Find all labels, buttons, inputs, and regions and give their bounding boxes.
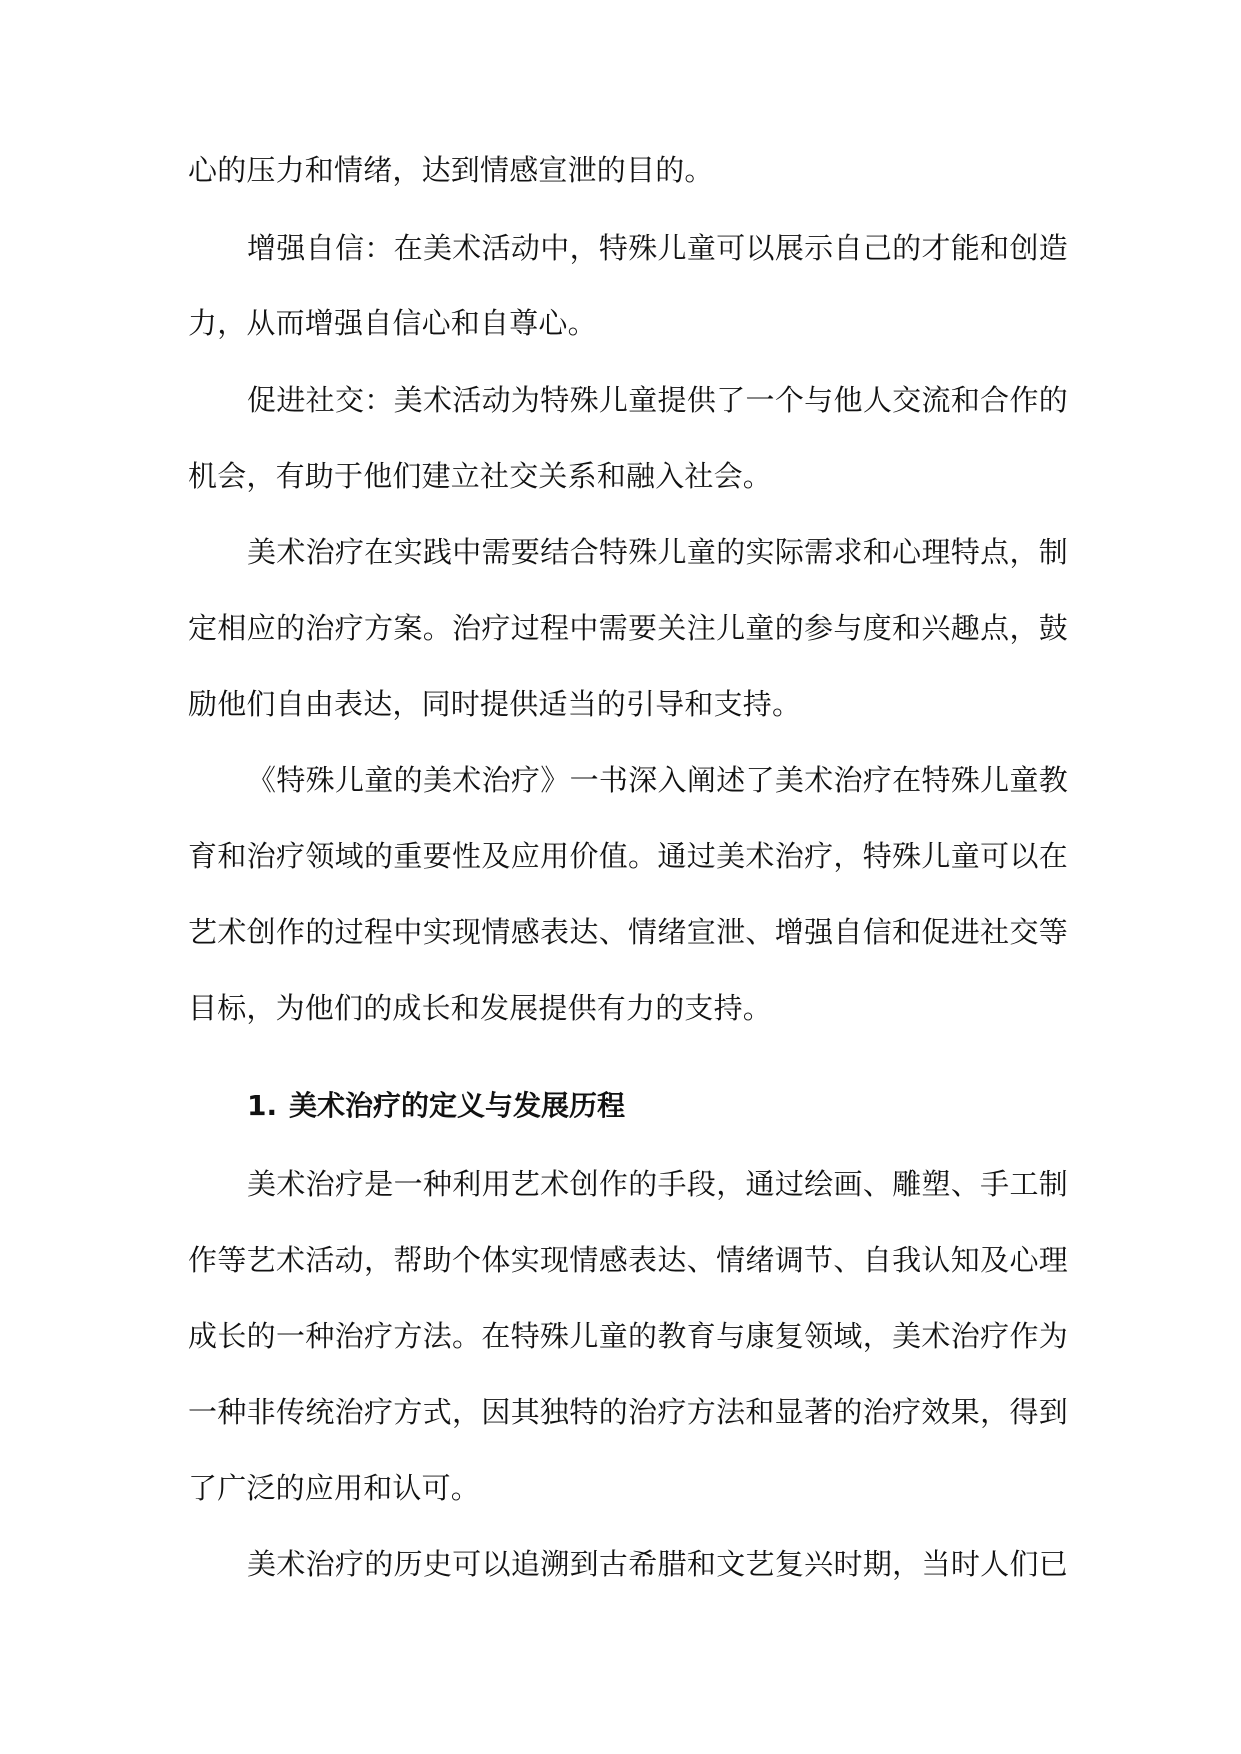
paragraph-line: 成长的一种治疗方法。在特殊儿童的教育与康复领域，美术治疗作为: [188, 1319, 1068, 1353]
paragraph-line: 一种非传统治疗方式，因其独特的治疗方法和显著的治疗效果，得到: [188, 1395, 1068, 1429]
paragraph-line: 了广泛的应用和认可。: [188, 1471, 481, 1505]
paragraph-line: 美术治疗的历史可以追溯到古希腊和文艺复兴时期，当时人们已: [247, 1547, 1068, 1581]
paragraph-line: 力，从而增强自信心和自尊心。: [188, 306, 597, 340]
paragraph-line: 美术治疗是一种利用艺术创作的手段，通过绘画、雕塑、手工制: [247, 1167, 1068, 1201]
section-number: 1.: [247, 1089, 278, 1122]
paragraph-line: 励他们自由表达，同时提供适当的引导和支持。: [188, 687, 802, 721]
section-heading: [247, 1084, 1068, 1128]
paragraph-line: 作等艺术活动，帮助个体实现情感表达、情绪调节、自我认知及心理: [188, 1243, 1068, 1277]
paragraph-line: 促进社交：美术活动为特殊儿童提供了一个与他人交流和合作的: [247, 383, 1068, 417]
paragraph-line: 心的压力和情绪，达到情感宣泄的目的。: [188, 153, 714, 187]
paragraph-line: 机会，有助于他们建立社交关系和融入社会。: [188, 459, 773, 493]
paragraph-line: 美术治疗在实践中需要结合特殊儿童的实际需求和心理特点，制: [247, 535, 1068, 569]
paragraph-line: 艺术创作的过程中实现情感表达、情绪宣泄、增强自信和促进社交等: [188, 915, 1068, 949]
section-title: 美术治疗的定义与发展历程: [289, 1089, 626, 1122]
paragraph-line: 定相应的治疗方案。治疗过程中需要关注儿童的参与度和兴趣点，鼓: [188, 611, 1068, 645]
paragraph-line: 目标，为他们的成长和发展提供有力的支持。: [188, 991, 773, 1025]
paragraph-line: 育和治疗领域的重要性及应用价值。通过美术治疗，特殊儿童可以在: [188, 839, 1068, 873]
paragraph-line: 《特殊儿童的美术治疗》一书深入阐述了美术治疗在特殊儿童教: [247, 763, 1068, 797]
paragraph-line: 增强自信：在美术活动中，特殊儿童可以展示自己的才能和创造: [247, 231, 1068, 265]
